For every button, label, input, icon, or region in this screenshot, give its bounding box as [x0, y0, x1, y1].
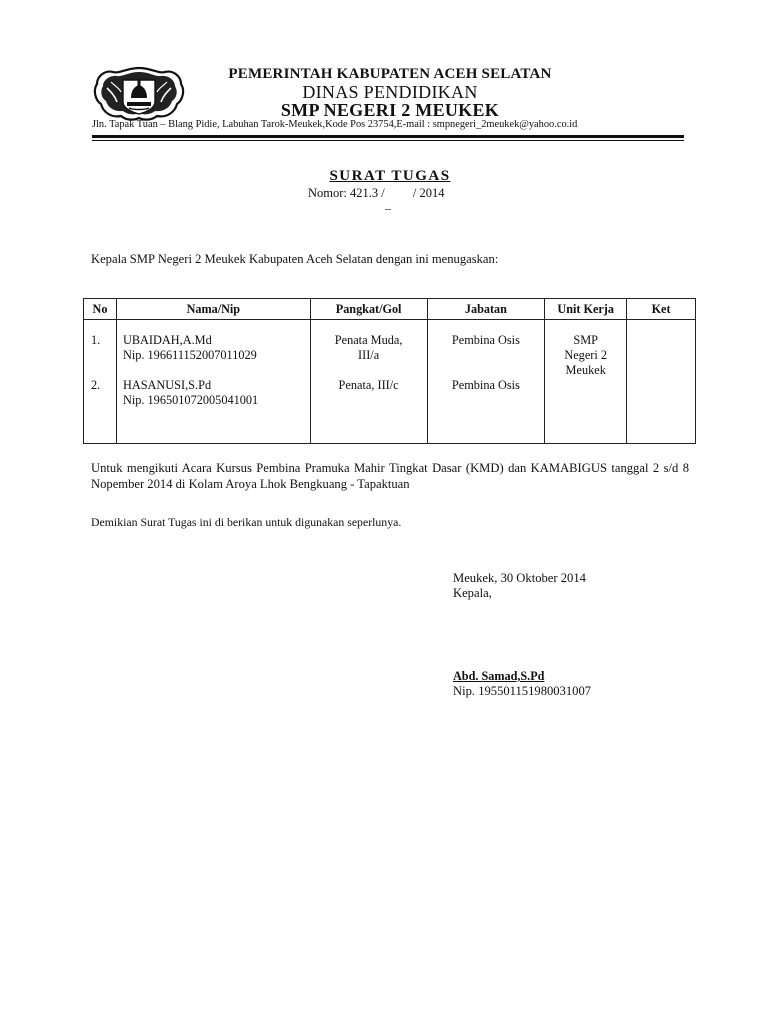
row-2-pangkat: Penata, III/c: [338, 378, 399, 392]
header-unit: Unit Kerja: [545, 299, 627, 320]
header-pangkat: Pangkat/Gol: [310, 299, 427, 320]
cell-ket: [627, 320, 696, 444]
letterhead-divider-thick: [92, 135, 684, 138]
table-row: [84, 320, 696, 444]
unit-line1: SMP: [573, 333, 598, 347]
purpose-paragraph: Untuk mengikuti Acara Kursus Pembina Pramuka Mahir Tingkat Dasar (KMD) dan KAMABIGUS tanggal 2 s/d 8 Nopember 2014 di Kolam Aroya Lhok Bengkuang - Tapaktuan: [91, 461, 689, 491]
row-1-jabatan: Pembina Osis: [451, 333, 520, 347]
header-no: No: [84, 299, 117, 320]
row-1-name: UBAIDAH,A.Md: [122, 333, 212, 347]
school-address: Jln. Tapak Tuan – Blang Pidie, Labuhan Tarok-Meukek,Kode Pos 23754,E-mail : smpnegeri_2meukek@yahoo.co.id: [92, 119, 578, 130]
unit-line3: Meukek: [565, 363, 606, 377]
row-2-name: HASANUSI,S.Pd: [122, 378, 212, 392]
cell-jabatan: [427, 320, 545, 444]
row-2-jabatan: Pembina Osis: [451, 378, 520, 392]
row-1-pangkat-line1: Penata Muda,: [334, 333, 403, 347]
intro-paragraph: Kepala SMP Negeri 2 Meukek Kabupaten Aceh Selatan dengan ini menugaskan:: [91, 252, 499, 266]
row-2-no: 2.: [91, 378, 101, 392]
cell-unit: [545, 320, 627, 444]
letter-number: Nomor: 421.3 / / 2014: [308, 186, 445, 200]
row-1-pangkat-line2: III/a: [358, 348, 380, 362]
office-name: DINAS PENDIDIKAN: [302, 82, 478, 102]
assignment-table: [83, 298, 696, 444]
row-1-nip: Nip. 196611152007011029: [122, 348, 257, 362]
header-nama: Nama/Nip: [116, 299, 310, 320]
signature-nip: Nip. 195501151980031007: [453, 684, 592, 698]
letterhead-divider-thin: [92, 140, 684, 141]
header-ket: Ket: [627, 299, 696, 320]
row-2-nip: Nip. 196501072005041001: [122, 393, 259, 407]
signature-name: Abd. Samad,S.Pd: [453, 669, 545, 683]
cell-no: [84, 320, 117, 444]
letter-title: SURAT TUGAS: [329, 168, 451, 184]
row-1-no: 1.: [91, 333, 101, 347]
government-name: PEMERINTAH KABUPATEN ACEH SELATAN: [228, 66, 552, 82]
school-name: SMP NEGERI 2 MEUKEK: [280, 100, 500, 120]
header-jabatan: Jabatan: [427, 299, 545, 320]
table-header-row: [84, 299, 696, 320]
signature-role: Kepala,: [453, 586, 492, 600]
unit-line2: Negeri 2: [564, 348, 608, 362]
signature-place-date: Meukek, 30 Oktober 2014: [453, 571, 586, 585]
cell-pangkat: [310, 320, 427, 444]
closing-paragraph: Demikian Surat Tugas ini di berikan untuk digunakan seperlunya.: [91, 515, 402, 529]
letter-number-suffix: –: [385, 201, 391, 215]
cell-nama: [116, 320, 310, 444]
